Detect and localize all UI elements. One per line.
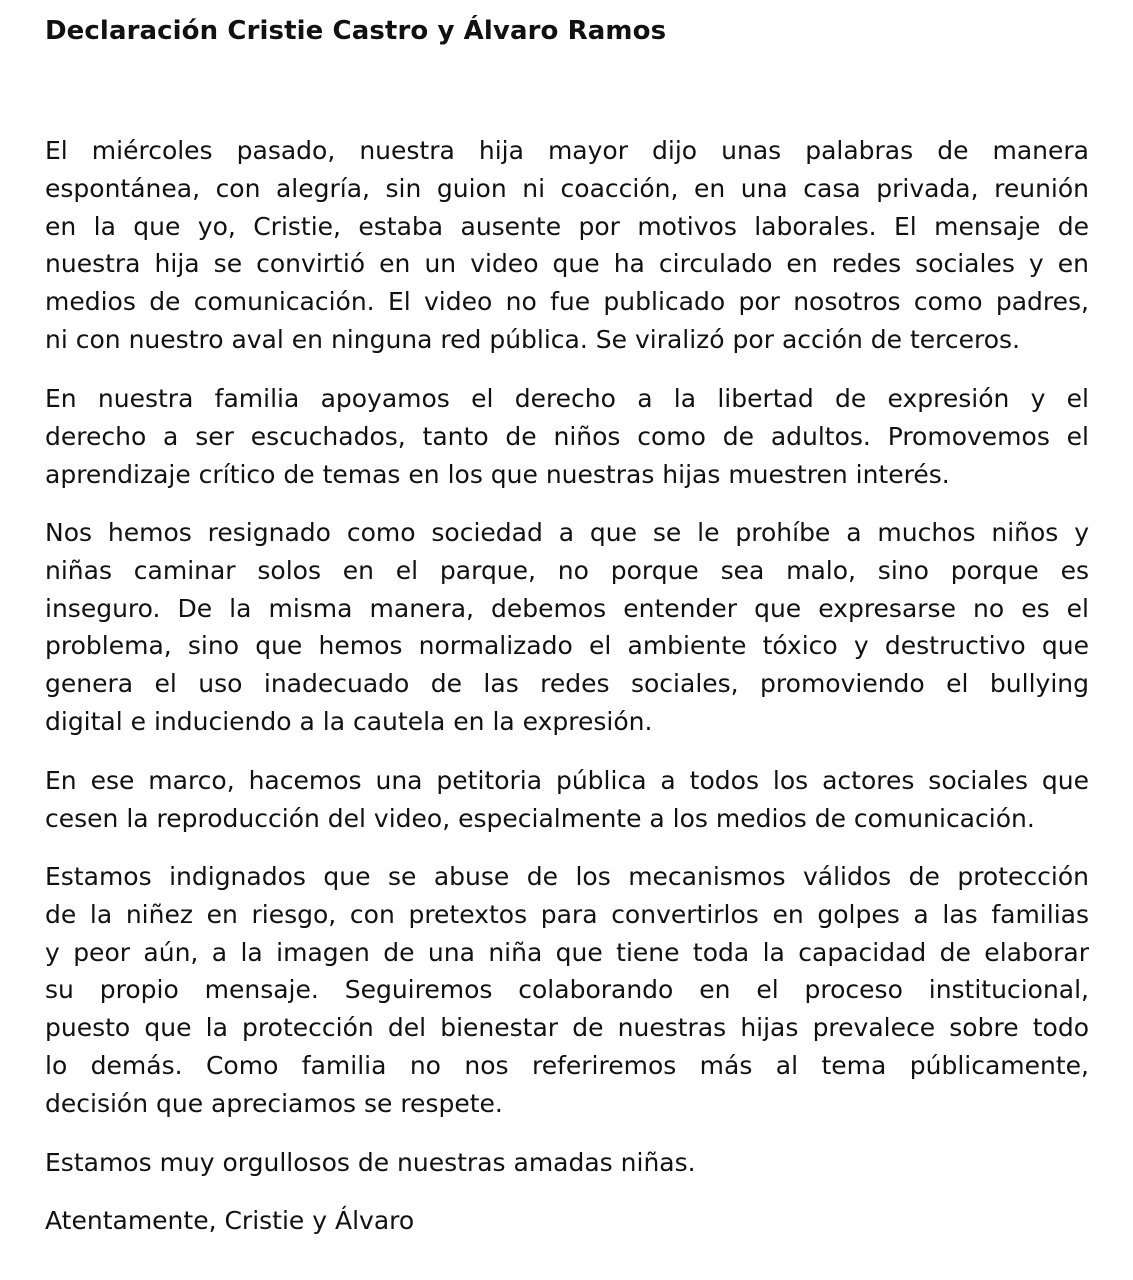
text-line: espontánea, con alegría, sin guion ni coacción, en una casa privada, reunión xyxy=(45,173,1089,203)
paragraph-pride xyxy=(45,1144,1089,1182)
text-line: y peor aún, a la imagen de una niña que tiene toda la capacidad de elaborar xyxy=(45,937,1089,967)
text-line: su propio mensaje. Seguiremos colaborando en el proceso institucional, xyxy=(45,975,1089,1005)
text-line: genera el uso inadecuado de las redes sociales, promoviendo el bullying xyxy=(45,669,1089,699)
text-line: de la niñez en riesgo, con pretextos para convertirlos en golpes a las familias xyxy=(45,899,1089,929)
paragraph-incident xyxy=(45,132,1089,359)
signature xyxy=(45,1202,1089,1240)
text-line: Estamos muy orgullosos de nuestras amadas niñas. xyxy=(45,1148,696,1177)
text-line: Nos hemos resignado como sociedad a que se le prohíbe a muchos niños y xyxy=(45,518,1089,547)
text-line: puesto que la protección del bienestar de nuestras hijas prevalece sobre todo xyxy=(45,1013,1089,1043)
text-line: lo demás. Como familia no nos referiremos más al tema públicamente, xyxy=(45,1050,1089,1080)
text-line: niñas caminar solos en el parque, no porque sea malo, sino porque es xyxy=(45,555,1089,585)
text-line: ni con nuestro aval en ninguna red pública. Se viralizó por acción de terceros. xyxy=(45,324,1021,354)
text-line: decisión que apreciamos se respete. xyxy=(45,1088,503,1118)
text-line: problema, sino que hemos normalizado el ambiente tóxico y destructivo que xyxy=(45,631,1089,661)
text-line: En nuestra familia apoyamos el derecho a la libertad de expresión y el xyxy=(45,384,1089,413)
text-line: inseguro. De la misma manera, debemos entender que expresarse no es el xyxy=(45,593,1089,623)
text-line: aprendizaje crítico de temas en los que nuestras hijas muestren interés. xyxy=(45,459,950,489)
text-line: En ese marco, hacemos una petitoria pública a todos los actores sociales que xyxy=(45,766,1089,795)
text-line: Estamos indignados que se abuse de los mecanismos válidos de protección xyxy=(45,862,1089,891)
text-line: en la que yo, Cristie, estaba ausente por motivos laborales. El mensaje de xyxy=(45,211,1089,241)
paragraph-freedom-of-expression xyxy=(45,380,1089,493)
text-line: El miércoles pasado, nuestra hija mayor dijo unas palabras de manera xyxy=(45,136,1089,165)
text-line: medios de comunicación. El video no fue publicado por nosotros como padres, xyxy=(45,287,1089,317)
text-line: derecho a ser escuchados, tanto de niños como de adultos. Promovemos el xyxy=(45,421,1089,451)
text-line: nuestra hija se convirtió en un video que ha circulado en redes sociales y en xyxy=(45,249,1089,279)
paragraph-society xyxy=(45,514,1089,741)
paragraph-indignation xyxy=(45,858,1089,1123)
paragraph-petition xyxy=(45,762,1089,838)
document-title: Declaración Cristie Castro y Álvaro Ramos xyxy=(45,16,667,46)
text-line: digital e induciendo a la cautela en la expresión. xyxy=(45,706,653,736)
signature-line: Atentamente, Cristie y Álvaro xyxy=(45,1206,415,1235)
text-line: cesen la reproducción del video, especialmente a los medios de comunicación. xyxy=(45,803,1035,833)
